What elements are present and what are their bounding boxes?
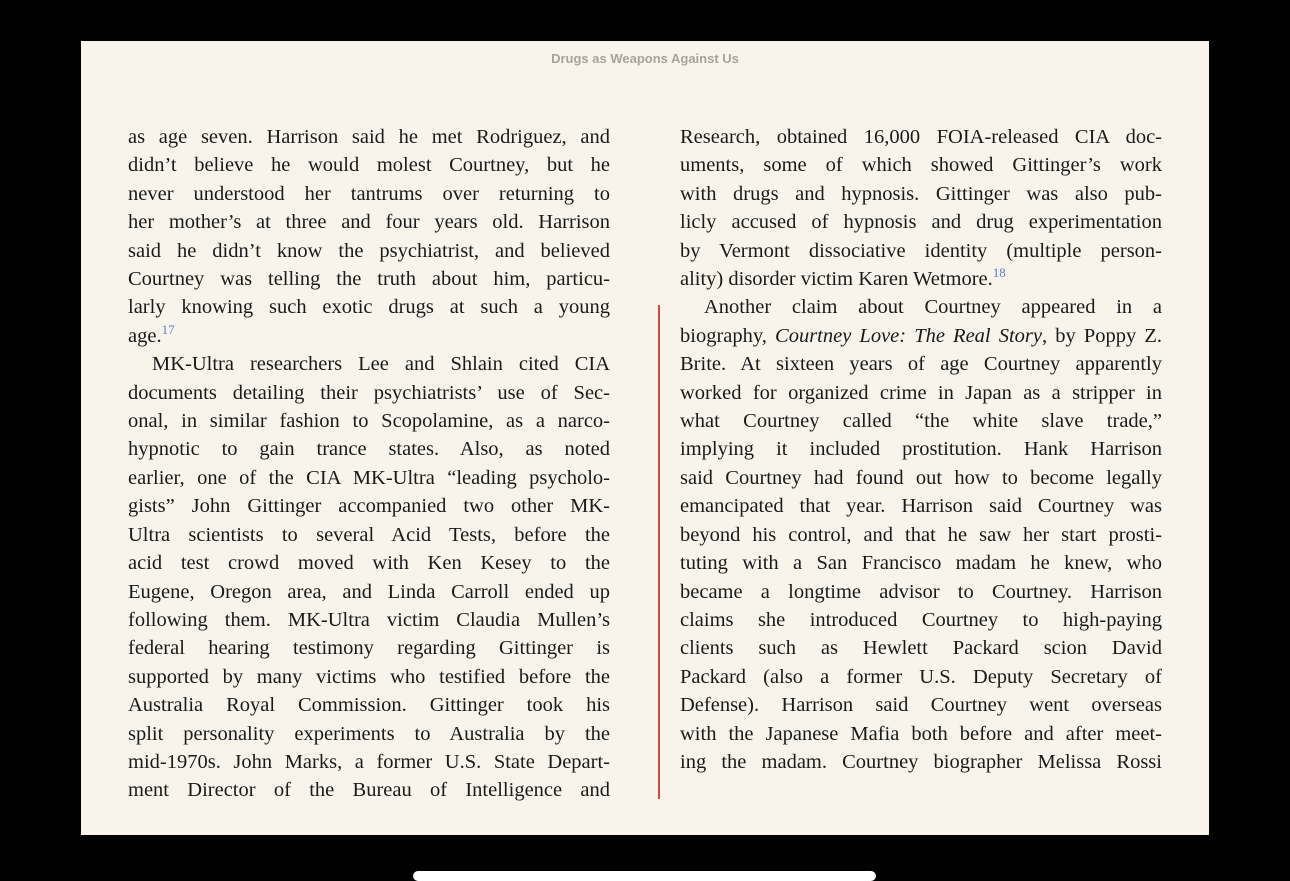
text-line: Defense). Harrison said Courtney went overseas (680, 694, 1162, 717)
text-line: clients such as Hewlett Packard scion David (680, 637, 1162, 660)
text-line: mid-1970s. John Marks, a former U.S. State Depart- (128, 750, 610, 773)
text-line: beyond his control, and that he saw her start prosti- (680, 523, 1162, 546)
left-paragraph-1 (128, 123, 610, 350)
home-indicator[interactable] (413, 871, 876, 881)
text-line: with the Japanese Mafia both before and after meet- (680, 722, 1162, 745)
text-line: ing the madam. Courtney biographer Melissa Rossi (680, 750, 1162, 773)
text-line: Australia Royal Commission. Gittinger took his (128, 694, 610, 717)
text-line: supported by many victims who testified before the (128, 665, 610, 688)
text-line: worked for organized crime in Japan as a stripper in (680, 381, 1162, 404)
text-fragment: ality) disorder victim Karen Wetmore. (680, 268, 993, 291)
text-line: hypnotic to gain trance states. Also, as noted (128, 438, 610, 461)
text-line: never understood her tantrums over returning to (128, 182, 610, 205)
text-line: Brite. At sixteen years of age Courtney apparently (680, 353, 1162, 376)
text-line: emancipated that year. Harrison said Courtney was (680, 495, 1162, 518)
text-line: said he didn’t know the psychiatrist, and believed (128, 239, 610, 262)
book-page[interactable] (81, 41, 1209, 835)
text-line: onal, in similar fashion to Scopolamine, as a narco- (128, 410, 610, 433)
text-line: with drugs and hypnosis. Gittinger was also pub- (680, 182, 1162, 205)
book-title: Courtney Love: The Real Story (775, 324, 1043, 347)
text-line: earlier, one of the CIA MK-Ultra “leading psycholo- (128, 466, 610, 489)
left-paragraph-2 (128, 350, 610, 805)
text-line: Research, obtained 16,000 FOIA-released CIA doc- (680, 126, 1162, 148)
footnote-link-17[interactable]: 17 (161, 321, 175, 337)
text-line: federal hearing testimony regarding Gittinger is (128, 637, 610, 660)
text-line: her mother’s at three and four years old. Harrison (128, 211, 610, 234)
text-line: Packard (also a former U.S. Deputy Secretary of (680, 665, 1162, 688)
text-line: Eugene, Oregon area, and Linda Carroll ended up (128, 580, 610, 603)
text-line: claims she introduced Courtney to high-paying (680, 608, 1162, 631)
text-line: acid test crowd moved with Ken Kesey to the (128, 552, 610, 575)
text-line: gists” John Gittinger accompanied two other MK- (128, 495, 610, 518)
text-fragment: biography, (680, 324, 776, 347)
right-column (680, 123, 1162, 776)
text-line: Courtney was telling the truth about him, particu- (128, 268, 610, 291)
left-column (128, 123, 610, 805)
text-line: Another claim about Courtney appeared in a (704, 296, 1162, 319)
text-line (128, 322, 610, 350)
text-line: uments, some of which showed Gittinger’s work (680, 154, 1162, 177)
text-line (680, 265, 1162, 293)
text-line: following them. MK-Ultra victim Claudia Mullen’s (128, 608, 610, 631)
text-line (680, 322, 1162, 350)
text-line: became a longtime advisor to Courtney. Harrison (680, 580, 1162, 603)
text-line: as age seven. Harrison said he met Rodriguez, and (128, 126, 610, 148)
right-paragraph-1 (680, 123, 1162, 293)
text-selection-bar[interactable] (658, 305, 660, 799)
text-line: larly knowing such exotic drugs at such a young (128, 296, 610, 319)
text-line: by Vermont dissociative identity (multiple person- (680, 239, 1162, 262)
text-line: said Courtney had found out how to become legally (680, 466, 1162, 489)
text-fragment: , by Poppy Z. (1042, 324, 1162, 347)
text-line: what Courtney called “the white slave trade,” (680, 410, 1162, 433)
text-line: implying it included prostitution. Hank Harrison (680, 438, 1162, 461)
footnote-link-18[interactable]: 18 (992, 265, 1006, 281)
text-line: tuting with a San Francisco madam he knew, who (680, 552, 1162, 575)
text-line: licly accused of hypnosis and drug experimentation (680, 211, 1162, 234)
text-line: documents detailing their psychiatrists’ use of Sec- (128, 381, 610, 404)
running-head: Drugs as Weapons Against Us (551, 51, 739, 66)
text-fragment: age. (128, 324, 162, 347)
text-line: MK-Ultra researchers Lee and Shlain cited CIA (152, 353, 610, 376)
text-line: split personality experiments to Australia by the (128, 722, 610, 745)
right-paragraph-2 (680, 293, 1162, 776)
text-line: ment Director of the Bureau of Intelligence and (128, 779, 610, 802)
text-line: didn’t believe he would molest Courtney, but he (128, 154, 610, 177)
text-line: Ultra scientists to several Acid Tests, before the (128, 523, 610, 546)
